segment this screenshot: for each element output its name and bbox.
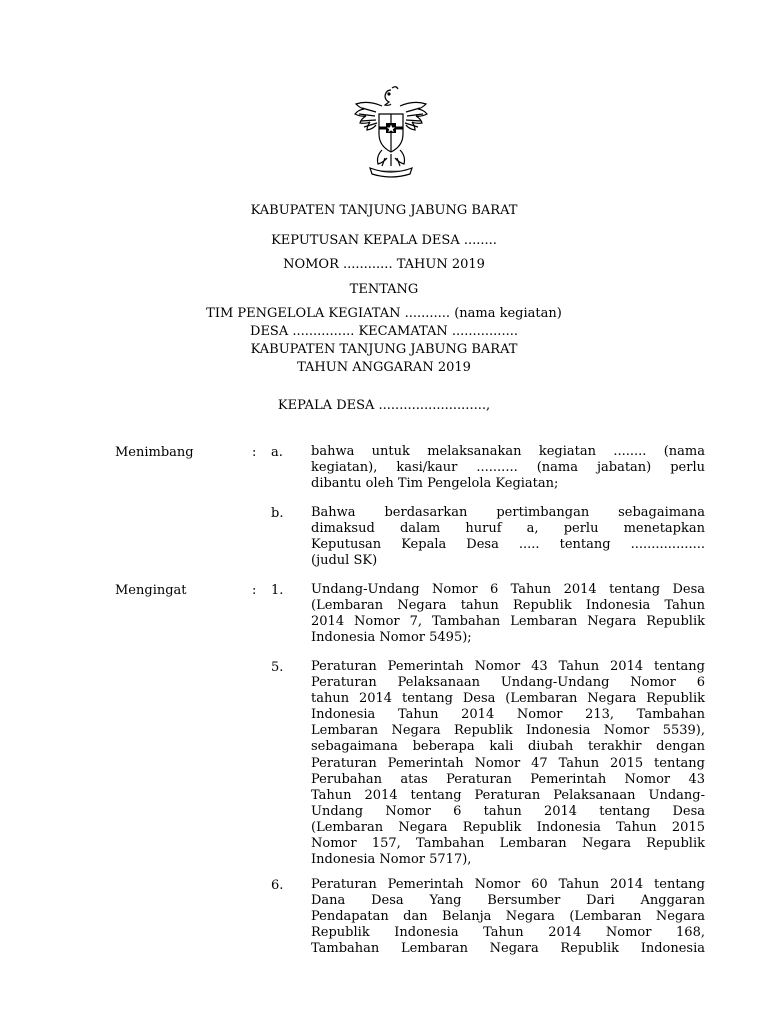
mengingat-item-6-text: [311, 877, 705, 957]
about-heading: TENTANG: [349, 282, 419, 297]
mengingat-colon: :: [252, 583, 257, 598]
subject-line-2: DESA ............... KECAMATAN ................: [250, 324, 518, 339]
text-line: Tambahan Lembaran Negara Republik Indonesia: [311, 941, 705, 957]
mengingat-item-1-text: [311, 582, 705, 646]
text-line: Pendapatan dan Belanja Negara (Lembaran Negara: [311, 909, 705, 925]
mengingat-label: Mengingat: [115, 583, 187, 598]
text-line: (judul SK): [311, 553, 378, 569]
menimbang-item-b-text: [311, 505, 705, 569]
text-line: bahwa untuk melaksanakan kegiatan ........ (nama: [311, 444, 705, 459]
text-line: tahun 2014 tentang Desa (Lembaran Negara Republik: [311, 691, 705, 707]
regency-heading: KABUPATEN TANJUNG JABUNG BARAT: [250, 203, 518, 218]
subject-line-1: TIM PENGELOLA KEGIATAN ........... (nama kegiatan): [206, 306, 562, 321]
text-line: (Lembaran Negara Republik Indonesia Tahun 2015: [311, 819, 705, 835]
menimbang-item-a-text: [311, 444, 705, 492]
text-line: Indonesia Nomor 5717),: [311, 852, 472, 868]
mengingat-item-1-mark: 1.: [271, 583, 284, 598]
text-line: Undang-Undang Nomor 6 Tahun 2014 tentang Desa: [311, 582, 705, 597]
text-line: Peraturan Pemerintah Nomor 60 Tahun 2014 tentang: [311, 877, 705, 892]
text-line: (Lembaran Negara tahun Republik Indonesia Tahun: [311, 598, 705, 614]
text-line: dibantu oleh Tim Pengelola Kegiatan;: [311, 476, 559, 492]
menimbang-item-a-mark: a.: [271, 445, 283, 460]
text-line: Indonesia Tahun 2014 Nomor 213, Tambahan: [311, 707, 705, 723]
text-line: 2014 Nomor 7, Tambahan Lembaran Negara Republik: [311, 614, 705, 630]
menimbang-item-b-mark: b.: [271, 506, 284, 521]
menimbang-label: Menimbang: [115, 445, 194, 460]
subject-line-3: KABUPATEN TANJUNG JABUNG BARAT: [250, 342, 518, 357]
text-line: Peraturan Pemerintah Nomor 47 Tahun 2015 tentang: [311, 755, 705, 771]
menimbang-colon: :: [252, 445, 257, 460]
text-line: kegiatan), kasi/kaur .......... (nama jabatan) perlu: [311, 460, 705, 476]
text-line: Keputusan Kepala Desa ..... tentang ..................: [311, 537, 705, 553]
garuda-emblem-icon: [352, 84, 430, 184]
text-line: Perubahan atas Peraturan Pemerintah Nomor 43: [311, 771, 705, 787]
mengingat-item-6-mark: 6.: [271, 878, 284, 893]
text-line: Bahwa berdasarkan pertimbangan sebagaimana: [311, 505, 705, 520]
text-line: Indonesia Nomor 5495);: [311, 630, 472, 646]
text-line: Tahun 2014 tentang Peraturan Pelaksanaan Undang-: [311, 787, 705, 803]
decree-title: KEPUTUSAN KEPALA DESA ........: [271, 233, 497, 248]
text-line: Peraturan Pelaksanaan Undang-Undang Nomor 6: [311, 675, 705, 691]
mengingat-item-5-mark: 5.: [271, 660, 284, 675]
text-line: sebagaimana beberapa kali diubah terakhir dengan: [311, 739, 705, 755]
text-line: Lembaran Negara Republik Indonesia Nomor 5539),: [311, 723, 705, 739]
text-line: Republik Indonesia Tahun 2014 Nomor 168,: [311, 925, 705, 941]
subject-line-4: TAHUN ANGGARAN 2019: [297, 360, 471, 375]
decree-number: NOMOR ............ TAHUN 2019: [283, 257, 485, 272]
text-line: dimaksud dalam huruf a, perlu menetapkan: [311, 521, 705, 537]
text-line: Nomor 157, Tambahan Lembaran Negara Republik: [311, 836, 705, 852]
mengingat-item-5-text: [311, 659, 705, 868]
text-line: Undang Nomor 6 tahun 2014 tentang Desa: [311, 803, 705, 819]
text-line: Peraturan Pemerintah Nomor 43 Tahun 2014 tentang: [311, 659, 705, 674]
official-title: KEPALA DESA ..........................,: [277, 398, 491, 413]
text-line: Dana Desa Yang Bersumber Dari Anggaran: [311, 893, 705, 909]
